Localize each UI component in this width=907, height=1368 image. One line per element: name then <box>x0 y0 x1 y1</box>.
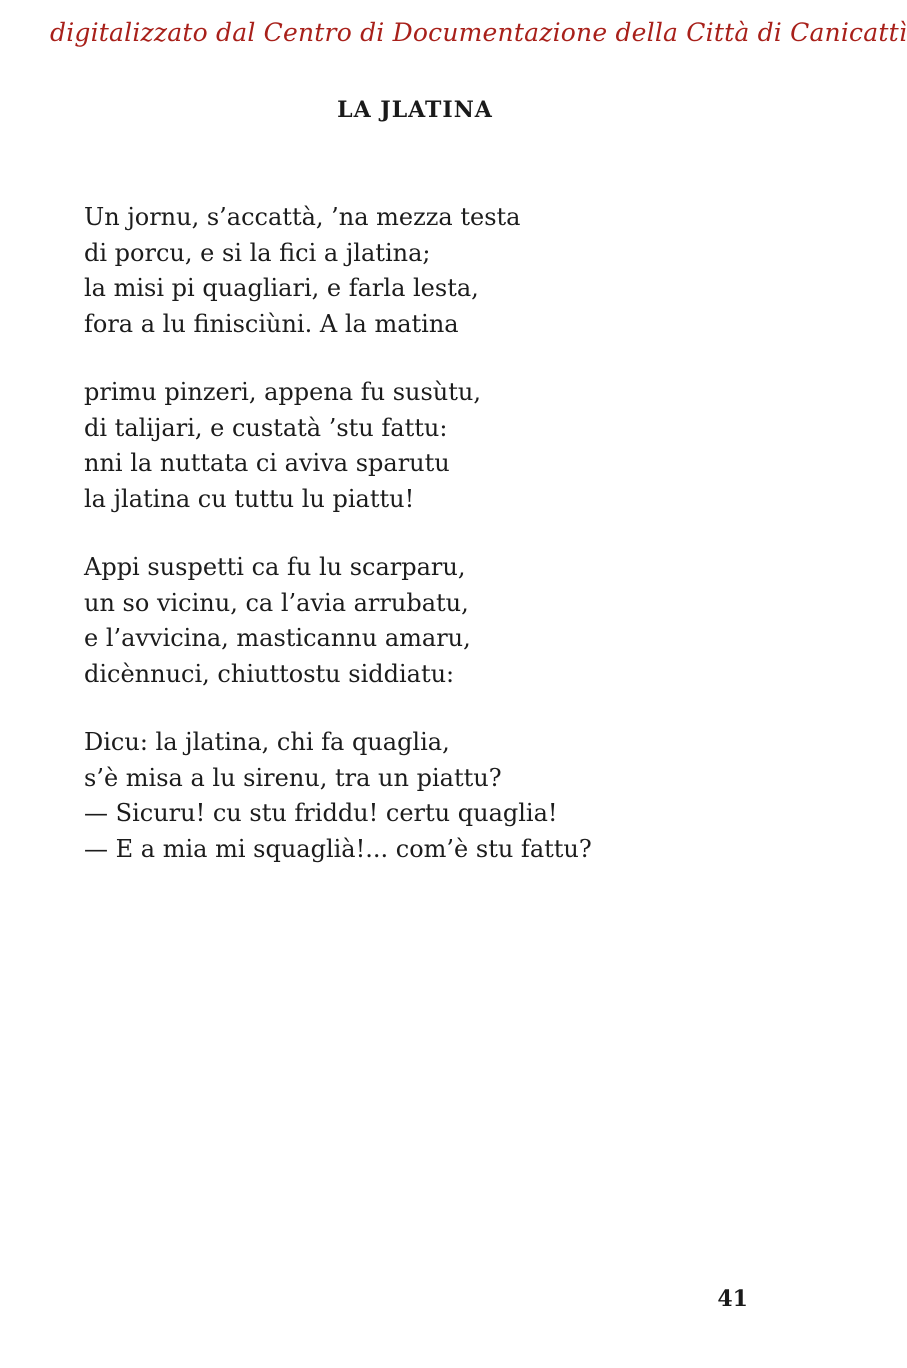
verse-line: Un jornu, s’accattà, ’na mezza testa <box>84 203 521 231</box>
verse-line: nni la nuttata ci aviva sparutu <box>84 449 450 477</box>
page-number: 41 <box>717 1286 748 1312</box>
stanza <box>84 725 744 867</box>
verse-line: di talijari, e custatà ’stu fattu: <box>84 413 448 442</box>
verse-line: e l’avvicina, masticannu amaru, <box>84 624 471 652</box>
verse-line: Appi suspetti ca fu lu scarparu, <box>84 553 466 581</box>
verse-line: fora a lu finisciùni. A la matina <box>84 309 459 338</box>
verse-line: primu pinzeri, appena fu susùtu, <box>84 378 481 406</box>
verse-line: dicènnuci, chiuttostu siddiatu: <box>84 659 455 688</box>
verse-line: un so vicinu, ca l’avia arrubatu, <box>84 588 469 617</box>
digitization-watermark: digitalizzato dal Centro di Documentazione della Città di Canicattì <box>50 18 907 47</box>
verse-line: s’è misa a lu sirenu, tra un piattu? <box>84 763 502 792</box>
verse-line: — Sicuru! cu stu friddu! certu quaglia! <box>84 799 558 827</box>
stanza <box>84 375 744 517</box>
verse-line: — E a mia mi squaglià!... com’è stu fattu? <box>84 834 592 863</box>
verse-line: di porcu, e si la fici a jlatina; <box>84 238 431 267</box>
poem-body <box>84 200 744 900</box>
verse-line: Dicu: la jlatina, chi fa quaglia, <box>84 728 450 756</box>
verse-line: la misi pi quagliari, e farla lesta, <box>84 274 479 302</box>
stanza <box>84 200 744 342</box>
verse-line: la jlatina cu tuttu lu piattu! <box>84 484 415 513</box>
poem-title: LA JLATINA <box>337 97 493 123</box>
stanza <box>84 550 744 692</box>
